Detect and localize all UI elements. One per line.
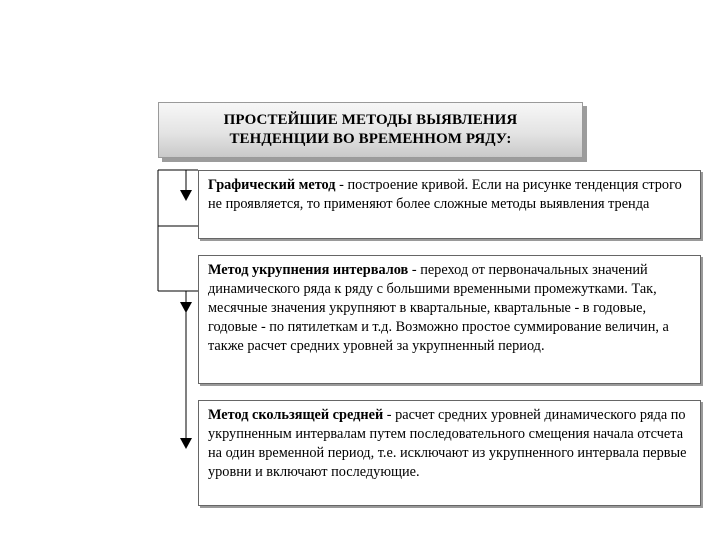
- method-separator: -: [335, 177, 348, 193]
- arrow-icon-2: [180, 302, 192, 313]
- method-description: расчет средних уровней динамического ряда по укрупненным интервалам путем последовательного смещения начала отсчета на один временной период, т.е. исключают из укрупненного интервала первые уровни и включают последующие.: [208, 407, 687, 480]
- method-description: переход от первоначальных значений динамического ряда к ряду с большими временными промежутками. Так, месячные значения укрупняют в квартальные, квартальные - в годовые, годовые - по пятилеткам и т.д. Возможно простое суммирование величин, а также расчет средних уровней за укрупненный период.: [208, 262, 669, 354]
- method-term: Метод укрупнения интервалов: [208, 262, 409, 278]
- arrow-icon-1: [180, 190, 192, 201]
- method-separator: -: [408, 262, 421, 278]
- method-box-moving-average: [198, 400, 701, 506]
- method-description: построение кривой. Если на рисунке тенденция строго не проявляется, то применяют более сложные методы выявления тренда: [208, 177, 682, 212]
- method-box-graphical: [198, 170, 701, 239]
- arrow-icon-3: [180, 438, 192, 449]
- method-term: Графический метод: [208, 177, 336, 193]
- method-separator: -: [383, 407, 396, 423]
- tree-connector: [158, 170, 198, 445]
- header-box: [158, 102, 583, 158]
- header-title-line-1: ПРОСТЕЙШИЕ МЕТОДЫ ВЫЯВЛЕНИЯ: [223, 112, 518, 128]
- method-box-interval-enlargement: [198, 255, 701, 384]
- method-term: Метод скользящей средней: [208, 407, 384, 423]
- header-title-line-2: ТЕНДЕНЦИИ ВО ВРЕМЕННОМ РЯДУ:: [229, 131, 512, 147]
- header-title: [224, 111, 518, 149]
